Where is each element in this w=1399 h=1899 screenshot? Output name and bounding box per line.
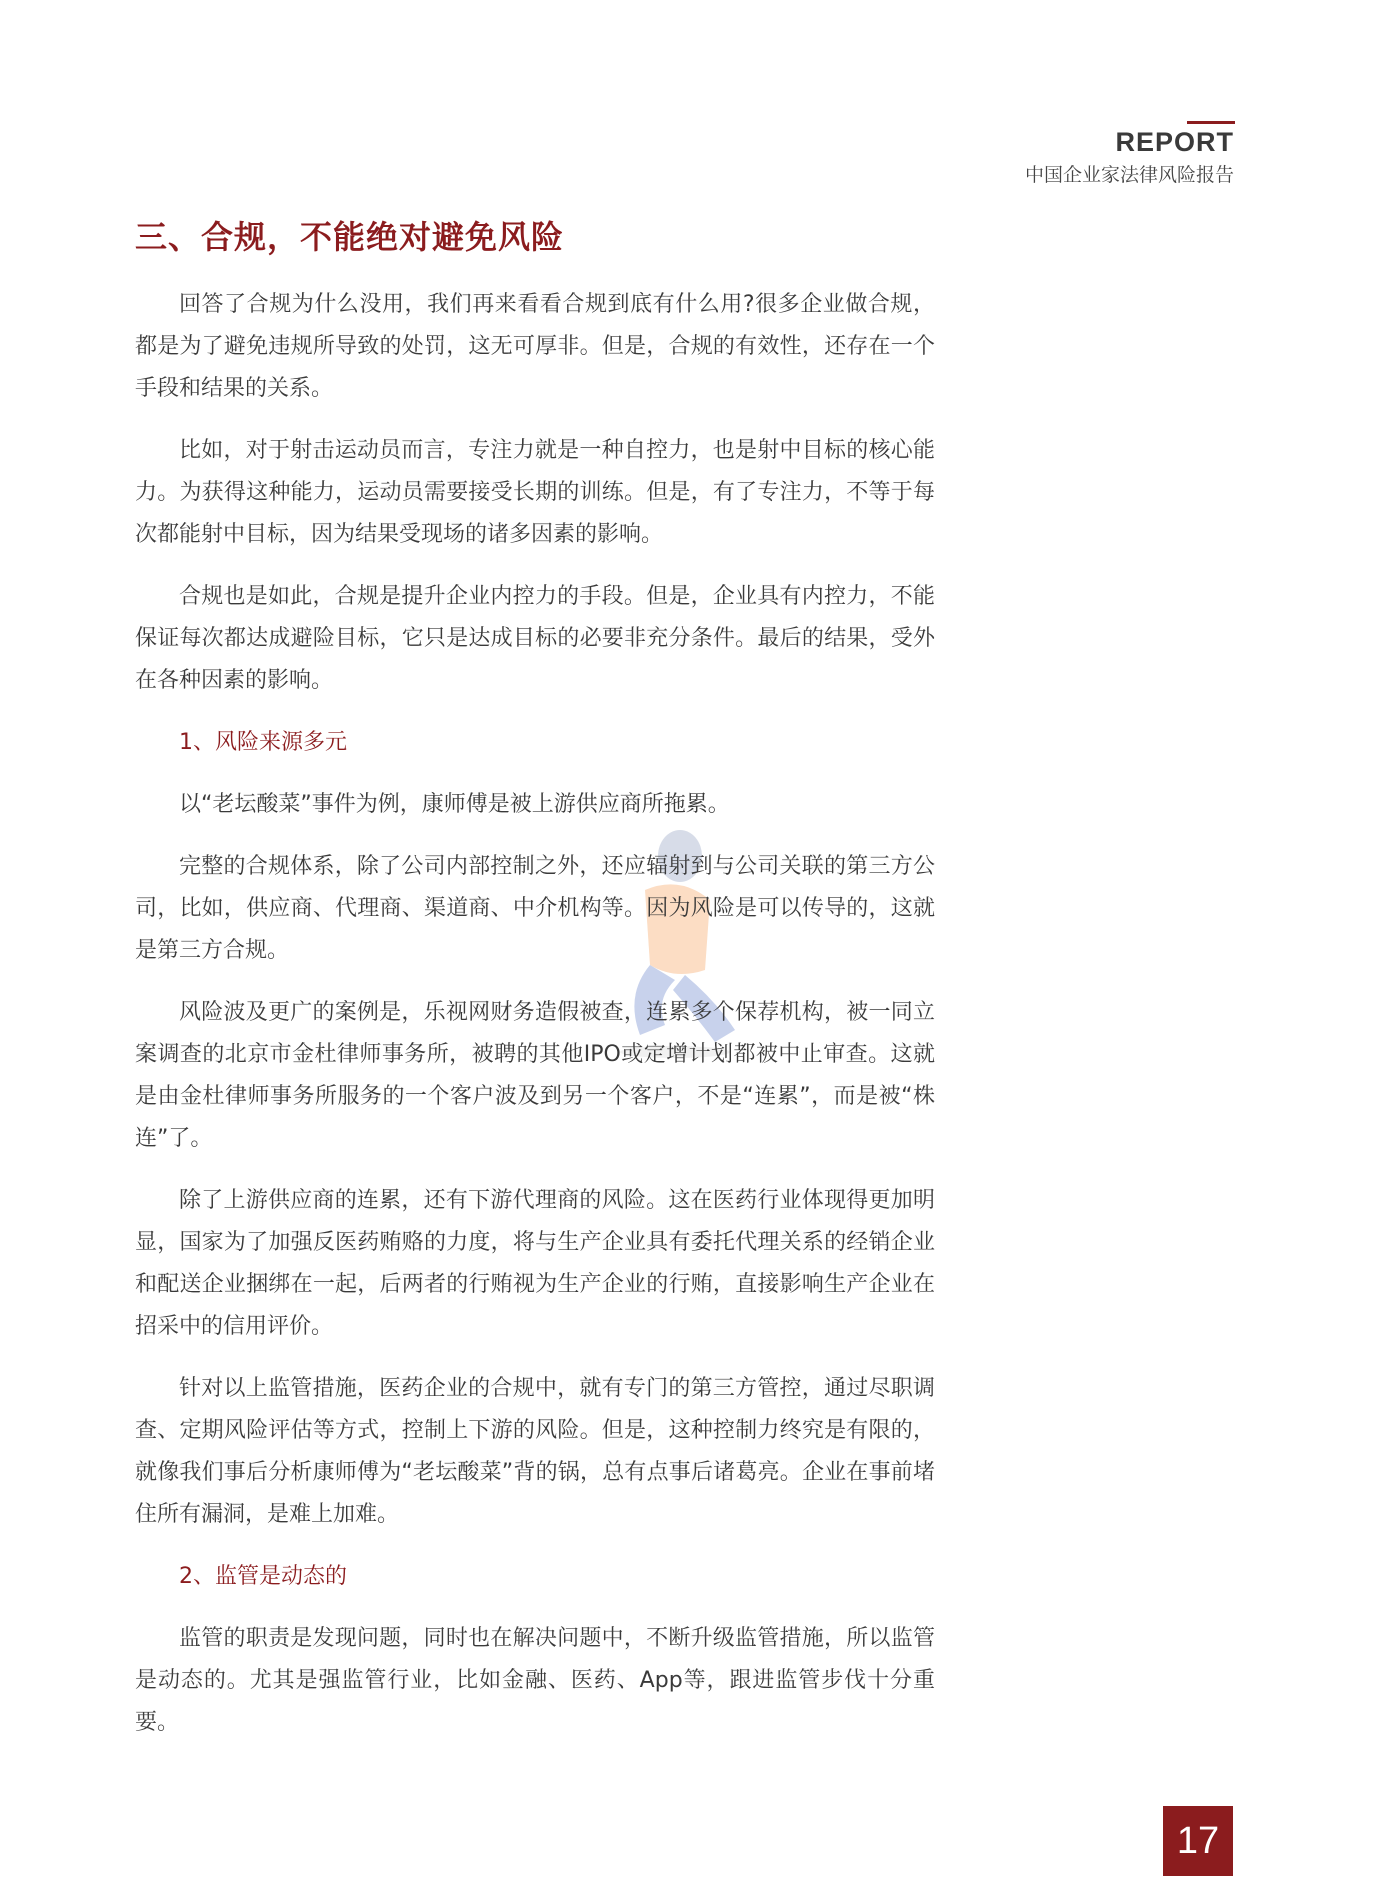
paragraph-4: 以“老坛酸菜”事件为例，康师傅是被上游供应商所拖累。 bbox=[179, 792, 730, 817]
paragraph-3: 合规也是如此，合规是提升企业内控力的手段。但是，企业具有内控力，不能保证每次都达成避险目标，它只是达成目标的必要非充分条件。最后的结果，受外在各种因素的影响。 bbox=[135, 584, 935, 693]
header-accent-rule bbox=[1187, 121, 1235, 124]
paragraph-2: 比如，对于射击运动员而言，专注力就是一种自控力，也是射中目标的核心能力。为获得这种能力，运动员需要接受长期的训练。但是，有了专注力，不等于每次都能射中目标，因为结果受现场的诸多因素的影响。 bbox=[135, 438, 935, 547]
paragraph-5: 完整的合规体系，除了公司内部控制之外，还应辐射到与公司关联的第三方公司，比如，供应商、代理商、渠道商、中介机构等。因为风险是可以传导的，这就是第三方合规。 bbox=[135, 854, 935, 963]
page-number: 17 bbox=[1163, 1806, 1233, 1876]
paragraph-9: 监管的职责是发现问题，同时也在解决问题中，不断升级监管措施，所以监管是动态的。尤其是强监管行业，比如金融、医药、App等，跟进监管步伐十分重要。 bbox=[135, 1626, 935, 1735]
paragraph-1: 回答了合规为什么没用，我们再来看看合规到底有什么用?很多企业做合规，都是为了避免违规所导致的处罚，这无可厚非。但是，合规的有效性，还存在一个手段和结果的关系。 bbox=[135, 292, 935, 401]
paragraph-7: 除了上游供应商的连累，还有下游代理商的风险。这在医药行业体现得更加明显，国家为了加强反医药贿赂的力度，将与生产企业具有委托代理关系的经销企业和配送企业捆绑在一起，后两者的行贿视为生产企业的行贿，直接影响生产企业在招采中的信用评价。 bbox=[135, 1188, 935, 1339]
section-title: 三、合规，不能绝对避免风险 bbox=[135, 218, 565, 256]
article-body bbox=[135, 212, 935, 1764]
paragraph-6: 风险波及更广的案例是，乐视网财务造假被查，连累多个保荐机构，被一同立案调查的北京市金杜律师事务所，被聘的其他IPO或定增计划都被中止审查。这就是由金杜律师事务所服务的一个客户波及到另一个客户，不是“连累”，而是被“株连”了。 bbox=[135, 1000, 935, 1151]
subheading-2: 2、监管是动态的 bbox=[179, 1564, 347, 1589]
report-label: REPORT bbox=[1115, 127, 1234, 157]
report-subtitle: 中国企业家法律风险报告 bbox=[1024, 164, 1234, 186]
paragraph-8: 针对以上监管措施，医药企业的合规中，就有专门的第三方管控，通过尽职调查、定期风险评估等方式，控制上下游的风险。但是，这种控制力终究是有限的，就像我们事后分析康师傅为“老坛酸菜”背的锅，总有点事后诸葛亮。企业在事前堵住所有漏洞，是难上加难。 bbox=[135, 1376, 935, 1527]
subheading-1: 1、风险来源多元 bbox=[179, 730, 347, 755]
